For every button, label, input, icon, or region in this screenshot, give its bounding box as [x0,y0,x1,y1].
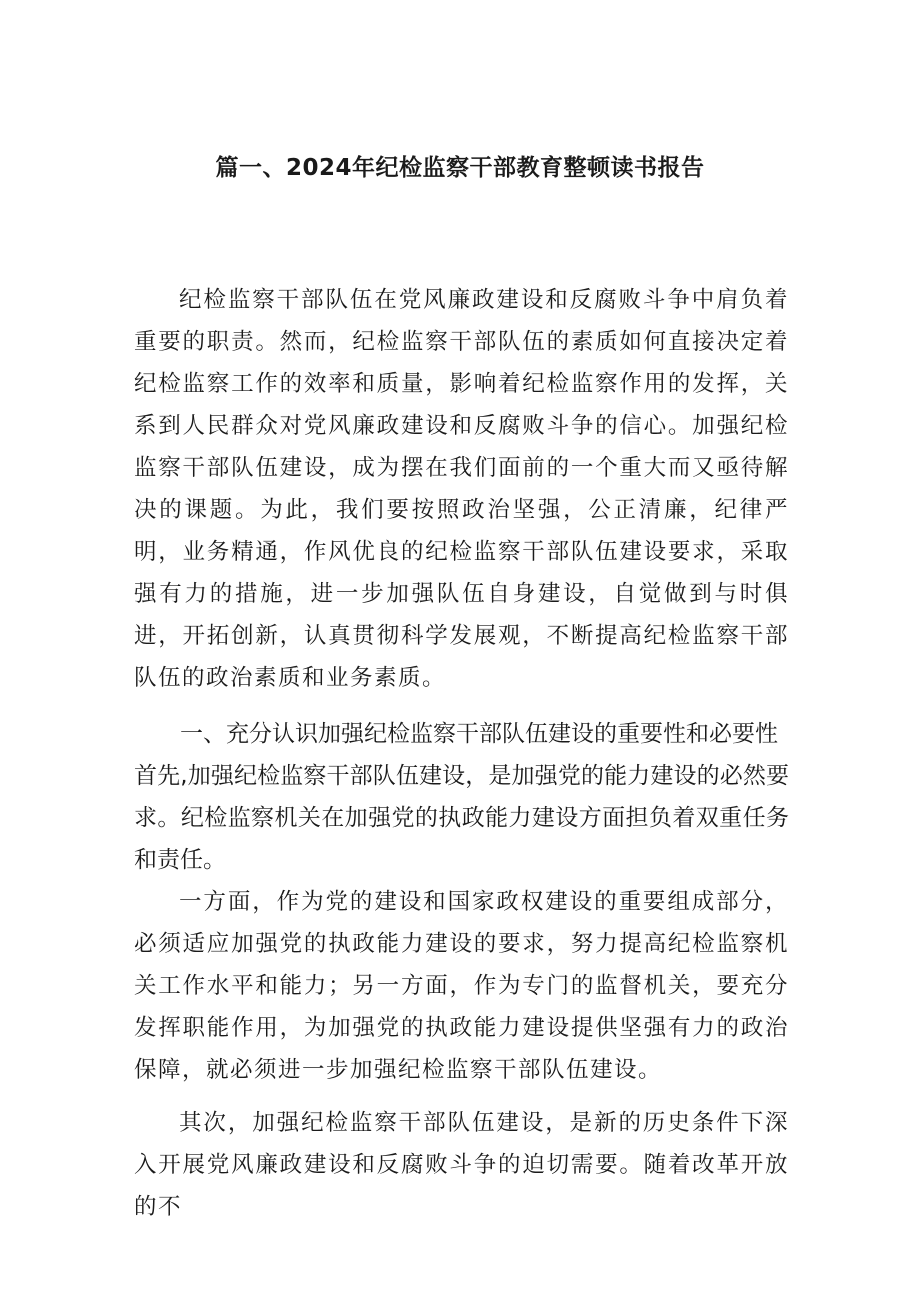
paragraph-first-point: 首先,加强纪检监察干部队伍建设，是加强党的能力建设的必然要求。纪检监察机关在加强党的执政能力建设方面担负着双重任务和责任。 [134,763,789,873]
document-title: 篇一、2024年纪检监察干部教育整顿读书报告 [215,155,705,181]
paragraph-one-hand: 一方面，作为党的建设和国家政权建设的重要组成部分，必须适应加强党的执政能力建设的要求，努力提高纪检监察机关工作水平和能力；另一方面，作为专门的监督机关，要充分发挥职能作用，为加强党的执政能力建设提供坚强有力的政治保障，就必须进一步加强纪检监察干部队伍建设。 [134,889,789,1083]
section-heading: 一、充分认识加强纪检监察干部队伍建设的重要性和必要性 [180,721,778,747]
paragraph-intro: 纪检监察干部队伍在党风廉政建设和反腐败斗争中肩负着重要的职责。然而，纪检监察干部队伍的素质如何直接决定着纪检监察工作的效率和质量，影响着纪检监察作用的发挥，关系到人民群众对党风廉政建设和反腐败斗争的信心。加强纪检监察干部队伍建设，成为摆在我们面前的一个重大而又亟待解决的课题。为此，我们要按照政治坚强，公正清廉，纪律严明，业务精通，作风优良的纪检监察干部队伍建设要求，采取强有力的措施，进一步加强队伍自身建设，自觉做到与时俱进，开拓创新，认真贯彻科学发展观，不断提高纪检监察干部队伍的政治素质和业务素质。 [134,287,789,691]
paragraph-secondly: 其次，加强纪检监察干部队伍建设，是新的历史条件下深入开展党风廉政建设和反腐败斗争的迫切需要。随着改革开放的不 [134,1110,789,1220]
section-block-1 [134,713,789,881]
